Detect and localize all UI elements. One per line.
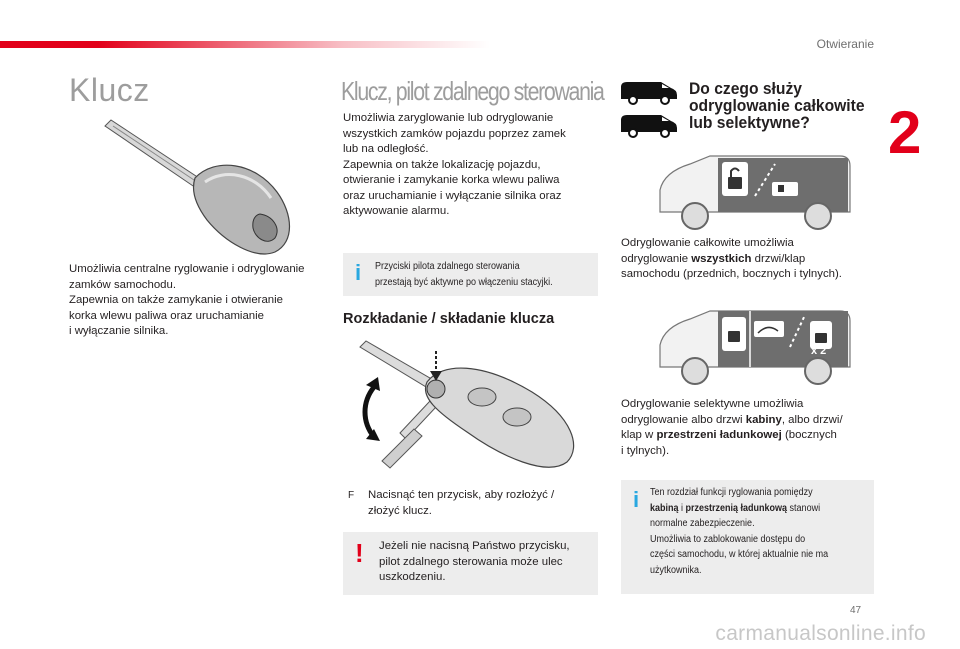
info-text — [375, 259, 600, 290]
fold-key-illustration — [352, 337, 592, 477]
text-part: (bocznych — [781, 429, 837, 441]
bold-text: przestrzenią ładunkową — [685, 502, 788, 514]
info-icon: i — [355, 260, 362, 285]
key-illustration — [95, 112, 300, 257]
text-line: lub na odległość. — [343, 143, 429, 155]
text-line: Umożliwia to zablokowanie dostępu do — [650, 533, 806, 545]
text-part: odryglowanie — [621, 252, 692, 265]
text-line: i wyłączanie silnika. — [69, 325, 169, 337]
text-line: pilot zdalnego sterowania może ulec — [379, 555, 563, 568]
text-line: Zapewnia on także zamykanie i otwieranie — [69, 294, 284, 306]
text-line: Odryglowanie całkowite umożliwia — [621, 237, 794, 249]
remote-info-box — [343, 253, 598, 296]
text-part: klap w — [621, 429, 657, 441]
header-accent-bar — [0, 41, 490, 48]
text-line: aktywowanie alarmu. — [343, 205, 450, 217]
text-line: Przyciski pilota zdalnego sterowania — [375, 261, 520, 272]
remote-description — [343, 111, 598, 220]
full-unlock-text — [621, 236, 871, 283]
text-line: zamków samochodu. — [69, 278, 176, 291]
info-text — [650, 485, 875, 578]
page-number: 47 — [850, 605, 862, 616]
text-line: normalne zabezpieczenie. — [650, 518, 755, 529]
text-line: otwieranie i zamykanie korka wlewu paliwa — [343, 174, 560, 186]
warning-icon: ! — [355, 538, 364, 568]
text-line: uszkodzeniu. — [379, 571, 446, 583]
text-line: użytkownika. — [650, 564, 702, 576]
text-part: , albo drzwi/ — [781, 413, 843, 426]
text-line: Odryglowanie selektywne umożliwia — [621, 398, 804, 410]
info-icon: i — [633, 487, 640, 512]
watermark: carmanualsonline.info — [715, 622, 926, 645]
text-part: odryglowanie albo drzwi — [621, 413, 746, 426]
text-line: części samochodu, w której aktualnie nie ma — [650, 549, 829, 560]
bullet-f-icon: F — [348, 490, 355, 501]
text-line — [621, 413, 871, 429]
text-part: drzwi/klap — [751, 252, 806, 265]
text-line: Jeżeli nie nacisną Państwo przycisku, — [379, 540, 570, 552]
chapter-number: 2 — [888, 99, 922, 166]
text-line: przestają być aktywne po włączeniu stacyjki. — [375, 276, 553, 288]
text-line: Zapewnia on także lokalizację pojazdu, — [343, 158, 541, 171]
warning-box — [343, 532, 598, 595]
text-line: odryglowanie całkowite — [689, 96, 865, 115]
van-full-unlock-illustration — [650, 152, 855, 232]
text-line: Umożliwia centralne ryglowanie i odryglowanie — [69, 263, 305, 275]
fold-heading: Rozkładanie / składanie klucza — [343, 311, 555, 327]
bold-text: wszystkich — [691, 252, 752, 265]
text-line — [621, 428, 871, 444]
text-line: Umożliwia zaryglowanie lub odryglowanie — [343, 112, 554, 124]
bold-text: kabiną — [650, 502, 679, 514]
van-cabin-icon — [619, 79, 681, 105]
remote-title: Klucz, pilot zdalnego sterowania — [341, 76, 604, 106]
text-line: Nacisnąć ten przycisk, aby rozłożyć / — [368, 489, 555, 501]
bullet-text — [368, 488, 598, 519]
text-line: oraz uruchamianie i wyłączanie silnika oraz — [343, 189, 562, 202]
text-part: stanowi — [787, 502, 821, 514]
key-description — [69, 262, 329, 340]
text-line: Ten rozdział funkcji ryglowania pomiędzy — [650, 487, 813, 498]
text-line: samochodu (przednich, bocznych i tylnych). — [621, 268, 842, 280]
text-line: lub selektywne? — [689, 113, 810, 132]
unlock-heading — [689, 80, 873, 131]
text-line: Do czego służy — [689, 79, 802, 98]
bold-text: kabiny — [745, 413, 782, 426]
text-line — [650, 501, 875, 517]
bold-text: przestrzeni ładunkowej — [656, 429, 782, 441]
selective-unlock-text — [621, 397, 871, 459]
text-line: i tylnych). — [621, 444, 670, 457]
text-line: wszystkich zamków pojazdu poprzez zamek — [343, 127, 566, 140]
multiplier-label: x 2 — [811, 345, 827, 357]
van-cargo-icon — [619, 112, 681, 138]
section-title: Otwieranie — [816, 37, 874, 51]
text-line: złożyć klucz. — [368, 504, 432, 517]
cabin-cargo-info-box — [621, 480, 874, 594]
key-title: Klucz — [69, 72, 150, 108]
text-part: i — [678, 502, 686, 514]
text-line — [621, 252, 871, 268]
text-line: korka wlewu paliwa oraz uruchamianie — [69, 309, 264, 322]
warning-text — [379, 539, 594, 586]
